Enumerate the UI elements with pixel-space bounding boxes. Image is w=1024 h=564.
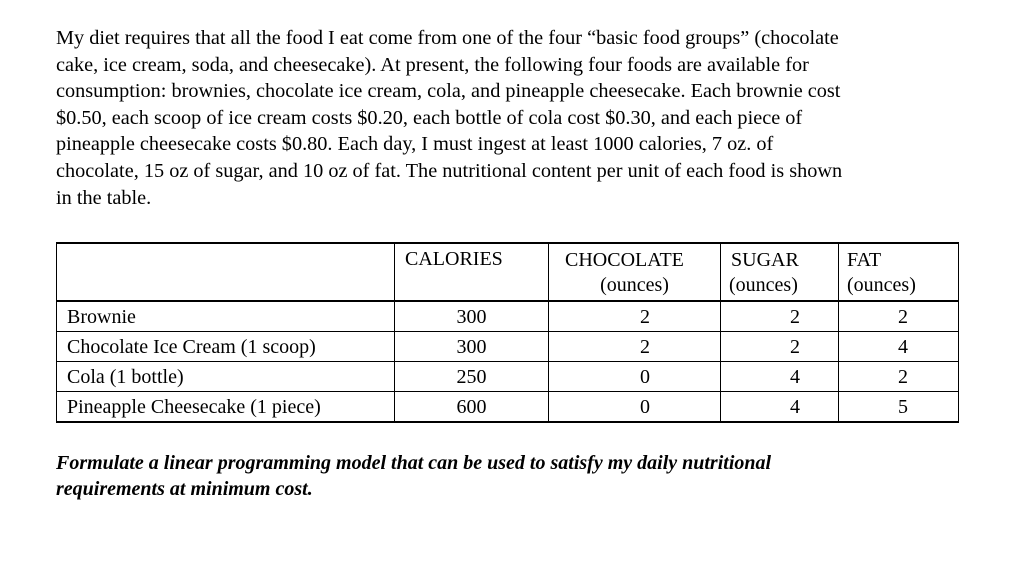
header-fat-unit: (ounces) [839, 272, 959, 301]
table-header-row [57, 243, 959, 272]
problem-line: in the table. [56, 186, 152, 209]
sugar-value: 4 [721, 362, 839, 392]
header-fat: FAT [839, 243, 959, 272]
chocolate-value: 2 [549, 301, 721, 332]
food-name: Pineapple Cheesecake (1 piece) [57, 392, 395, 423]
fat-value: 2 [839, 362, 959, 392]
header-empty-cell [57, 243, 395, 301]
chocolate-value: 0 [549, 392, 721, 423]
table-row [57, 332, 959, 362]
problem-line: $0.50, each scoop of ice cream costs $0.20, each bottle of cola cost $0.30, and each piece of [56, 106, 803, 129]
header-chocolate: CHOCOLATE [549, 243, 721, 272]
food-name: Brownie [57, 301, 395, 332]
fat-value: 2 [839, 301, 959, 332]
task-line: requirements at minimum cost. [56, 478, 313, 500]
problem-line: cake, ice cream, soda, and cheesecake). At present, the following four foods are available for [56, 53, 809, 76]
header-sugar-unit: (ounces) [721, 272, 839, 301]
calories-value: 250 [395, 362, 549, 392]
problem-line: consumption: brownies, chocolate ice cream, cola, and pineapple cheesecake. Each brownie cost [56, 80, 841, 103]
fat-value: 5 [839, 392, 959, 423]
calories-value: 300 [395, 332, 549, 362]
table-row [57, 392, 959, 423]
nutrition-table [56, 242, 959, 423]
fat-value: 4 [839, 332, 959, 362]
problem-statement [56, 25, 1001, 211]
food-name: Cola (1 bottle) [57, 362, 395, 392]
food-name: Chocolate Ice Cream (1 scoop) [57, 332, 395, 362]
sugar-value: 2 [721, 332, 839, 362]
header-chocolate-unit: (ounces) [549, 272, 721, 301]
sugar-value: 4 [721, 392, 839, 423]
chocolate-value: 0 [549, 362, 721, 392]
problem-line: chocolate, 15 oz of sugar, and 10 oz of fat. The nutritional content per unit of each food is shown [56, 159, 843, 182]
header-sugar: SUGAR [721, 243, 839, 272]
problem-line: My diet requires that all the food I eat come from one of the four “basic food groups” (chocolate [56, 27, 839, 49]
task-instruction [56, 450, 996, 502]
header-calories: CALORIES [395, 243, 549, 301]
sugar-value: 2 [721, 301, 839, 332]
calories-value: 600 [395, 392, 549, 423]
table-row [57, 301, 959, 332]
calories-value: 300 [395, 301, 549, 332]
problem-line: pineapple cheesecake costs $0.80. Each day, I must ingest at least 1000 calories, 7 oz. of [56, 133, 774, 156]
task-line: Formulate a linear programming model that can be used to satisfy my daily nutritional [56, 452, 772, 474]
table-row [57, 362, 959, 392]
chocolate-value: 2 [549, 332, 721, 362]
